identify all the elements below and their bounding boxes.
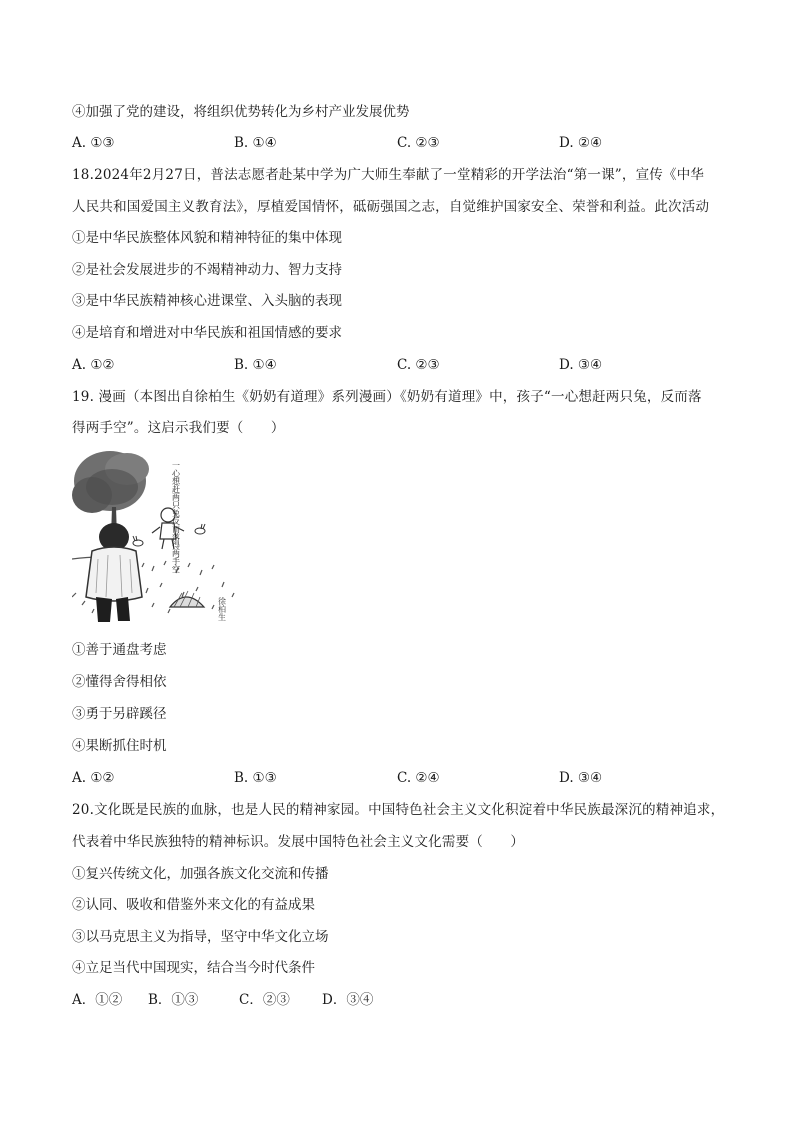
q19-option-d[interactable]: D. ③④ bbox=[559, 770, 603, 786]
prev-item-4: ④加强了党的建设，将组织优势转化为乡村产业发展优势 bbox=[72, 104, 410, 120]
q20-item-2: ②认同、吸收和借鉴外来文化的有益成果 bbox=[72, 897, 315, 913]
q19-stem-line-1: 19. 漫画（本图出自徐柏生《奶奶有道理》系列漫画）《奶奶有道理》中，孩子“一心想赶两只兔，反而落 bbox=[72, 389, 702, 405]
q19-option-b[interactable]: B. ①③ bbox=[234, 770, 277, 786]
q20-option-b[interactable]: B．①③ bbox=[148, 992, 199, 1008]
q20-item-4: ④立足当代中国现实，结合当今时代条件 bbox=[72, 960, 315, 976]
comic-caption-text: 一心想赶两只兔反而落得两手空 bbox=[171, 461, 181, 573]
prev-option-a[interactable]: A. ①③ bbox=[72, 135, 115, 151]
q18-item-2: ②是社会发展进步的不竭精神动力、智力支持 bbox=[72, 262, 342, 278]
q20-option-c[interactable]: C．②③ bbox=[239, 992, 290, 1008]
q19-item-2: ②懂得舍得相依 bbox=[72, 674, 167, 690]
q20-stem-line-2: 代表着中华民族独特的精神标识。发展中国特色社会主义文化需要（ ） bbox=[72, 834, 525, 850]
prev-option-d[interactable]: D. ②④ bbox=[559, 135, 603, 151]
q19-item-4: ④果断抓住时机 bbox=[72, 738, 167, 754]
q20-option-a[interactable]: A．①② bbox=[72, 992, 123, 1008]
q18-option-b[interactable]: B. ①④ bbox=[234, 357, 277, 373]
q19-item-1: ①善于通盘考虑 bbox=[72, 642, 167, 658]
q18-item-4: ④是培育和增进对中华民族和祖国情感的要求 bbox=[72, 325, 342, 341]
q18-option-c[interactable]: C. ②③ bbox=[397, 357, 440, 373]
q18-stem-line-1: 18.2024年2月27日，普法志愿者赴某中学为广大师生奉献了一堂精彩的开学法治“第一课”，宣传《中华 bbox=[72, 167, 705, 183]
prev-option-b[interactable]: B. ①④ bbox=[234, 135, 277, 151]
q20-item-1: ①复兴传统文化，加强各族文化交流和传播 bbox=[72, 866, 329, 882]
q18-stem-line-2: 人民共和国爱国主义教育法》，厚植爱国情怀，砥砺强国之志，自觉维护国家安全、荣誉和利益。此次活动 bbox=[72, 199, 710, 215]
q20-item-3: ③以马克思主义为指导，坚守中华文化立场 bbox=[72, 929, 329, 945]
comic-signature: 徐柏生 bbox=[217, 597, 227, 621]
q19-item-3: ③勇于另辟蹊径 bbox=[72, 706, 167, 722]
comic-illustration bbox=[72, 447, 250, 627]
comic-caption bbox=[171, 461, 181, 573]
prev-option-c[interactable]: C. ②③ bbox=[397, 135, 440, 151]
q19-option-a[interactable]: A. ①② bbox=[72, 770, 115, 786]
q18-option-a[interactable]: A. ①② bbox=[72, 357, 115, 373]
q19-option-c[interactable]: C. ②④ bbox=[397, 770, 440, 786]
q20-stem-line-1: 20.文化既是民族的血脉，也是人民的精神家园。中国特色社会主义文化积淀着中华民族最深沉的精神追求， bbox=[72, 802, 725, 818]
q18-item-1: ①是中华民族整体风貌和精神特征的集中体现 bbox=[72, 230, 342, 246]
q19-stem-line-2: 得两手空”。这启示我们要（ ） bbox=[72, 420, 285, 436]
q18-item-3: ③是中华民族精神核心进课堂、入头脑的表现 bbox=[72, 293, 342, 309]
q18-option-d[interactable]: D. ③④ bbox=[559, 357, 603, 373]
q20-option-d[interactable]: D．③④ bbox=[322, 992, 374, 1008]
